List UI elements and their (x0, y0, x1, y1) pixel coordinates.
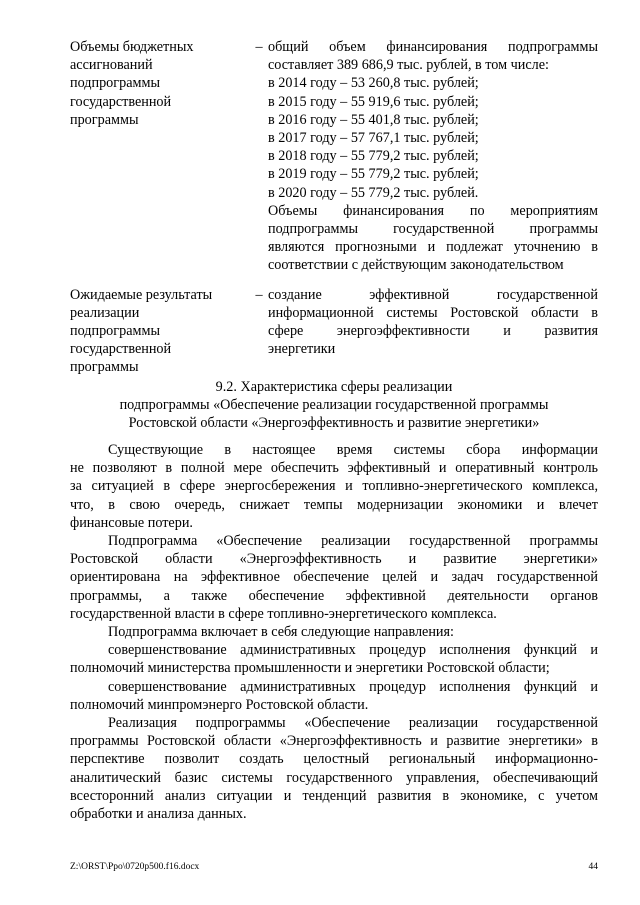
body-line: Реализация подпрограммы «Обеспечение реализации государственной (108, 715, 598, 732)
value-line: информационной системы Ростовской области в (268, 304, 598, 321)
value-line: в 2014 году – 53 260,8 тыс. рублей; (268, 75, 479, 92)
label-line: подпрограммы (70, 323, 160, 340)
value-line: энергетики (268, 341, 336, 358)
body-line: всесторонний анализ ситуации и тенденций развития в экономике, с учетом (70, 787, 598, 804)
row-dash: – (255, 286, 263, 303)
value-line: подпрограммы государственной программы (268, 221, 598, 238)
section-heading (70, 378, 598, 433)
body-line: аналитический базис системы государственного управления, обеспечивающий (70, 769, 598, 786)
value-line: в 2016 году – 55 401,8 тыс. рублей; (268, 111, 479, 128)
label-line: ассигнований (70, 57, 153, 74)
label-line: Объемы бюджетных (70, 39, 194, 55)
value-line: являются прогнозными и подлежат уточнению в (268, 239, 598, 256)
row-value-budget (268, 38, 598, 275)
body-line: полномочий минпромэнерго Ростовской области. (70, 696, 369, 713)
body-line: программы Ростовской области «Энергоэффективность и развитие энергетики» в (70, 733, 598, 750)
body-line: обработки и анализа данных. (70, 806, 247, 823)
body-line: ориентирована на эффективное обеспечение целей и задач государственной (70, 569, 598, 586)
value-line: сфере энергоэффективности и развития (268, 323, 598, 340)
body-line: программы, а также обеспечение эффективной деятельности органов (70, 587, 598, 604)
value-line: в 2019 году – 55 779,2 тыс. рублей; (268, 166, 479, 183)
body-line: не позволяют в полной мере обеспечить эффективный и оперативный контроль (70, 460, 598, 477)
body-line: Ростовской области «Энергоэффективность и развитие энергетики» (70, 551, 598, 568)
value-line: в 2020 году – 55 779,2 тыс. рублей. (268, 184, 479, 201)
page-number: 44 (588, 862, 598, 872)
value-line: соответствии с действующим законодательством (268, 257, 564, 274)
body-line: полномочий министерства промышленности и энергетики Ростовской области; (70, 660, 550, 677)
heading-line: подпрограммы «Обеспечение реализации государственной программы (119, 397, 549, 414)
row-label-budget (70, 38, 250, 275)
body-text (70, 441, 598, 823)
label-line: государственной (70, 341, 172, 358)
value-line: составляет 389 686,9 тыс. рублей, в том числе: (268, 57, 549, 74)
label-line: государственной (70, 93, 172, 110)
passport-table (70, 38, 598, 377)
row-label-results (70, 286, 250, 377)
file-path: Z:\ORST\Ppo\0720p500.f16.docx (70, 862, 200, 872)
body-line: перспективе позволит создать целостный региональный информационно- (70, 751, 598, 768)
label-line: Ожидаемые результаты (70, 286, 213, 303)
body-line: за ситуацией в сфере энергосбережения и топливно-энергетического комплекса, (70, 478, 598, 495)
body-line: что, в свою очередь, снижает темпы модернизации экономики и влечет (70, 496, 598, 513)
page-footer (70, 858, 598, 876)
body-line: финансовые потери. (70, 514, 193, 531)
value-line: создание эффективной государственной (268, 286, 598, 303)
body-line: государственной власти в сфере топливно-энергетического комплекса. (70, 605, 497, 622)
label-line: программы (70, 359, 139, 376)
row-value-results (268, 286, 598, 377)
table-row-results (70, 286, 598, 377)
body-line: Подпрограмма включает в себя следующие направления: (108, 624, 454, 641)
value-line: в 2017 году – 57 767,1 тыс. рублей; (268, 130, 479, 147)
label-line: подпрограммы (70, 75, 160, 92)
table-row-budget (70, 38, 598, 275)
body-line: совершенствование административных процедур исполнения функций и (108, 642, 598, 659)
heading-line: 9.2. Характеристика сферы реализации (215, 379, 453, 395)
value-line: Объемы финансирования по мероприятиям (268, 202, 598, 219)
value-line: в 2015 году – 55 919,6 тыс. рублей; (268, 93, 479, 110)
body-line: Подпрограмма «Обеспечение реализации государственной программы (108, 533, 598, 550)
value-line: в 2018 году – 55 779,2 тыс. рублей; (268, 148, 479, 165)
body-line: совершенствование административных процедур исполнения функций и (108, 678, 598, 695)
label-line: реализации (70, 304, 140, 321)
heading-line: Ростовской области «Энергоэффективность и развитие энергетики» (128, 415, 540, 432)
body-line: Существующие в настоящее время системы сбора информации (108, 442, 598, 458)
label-line: программы (70, 111, 139, 128)
value-line: общий объем финансирования подпрограммы (268, 39, 598, 55)
row-dash: – (255, 39, 263, 55)
